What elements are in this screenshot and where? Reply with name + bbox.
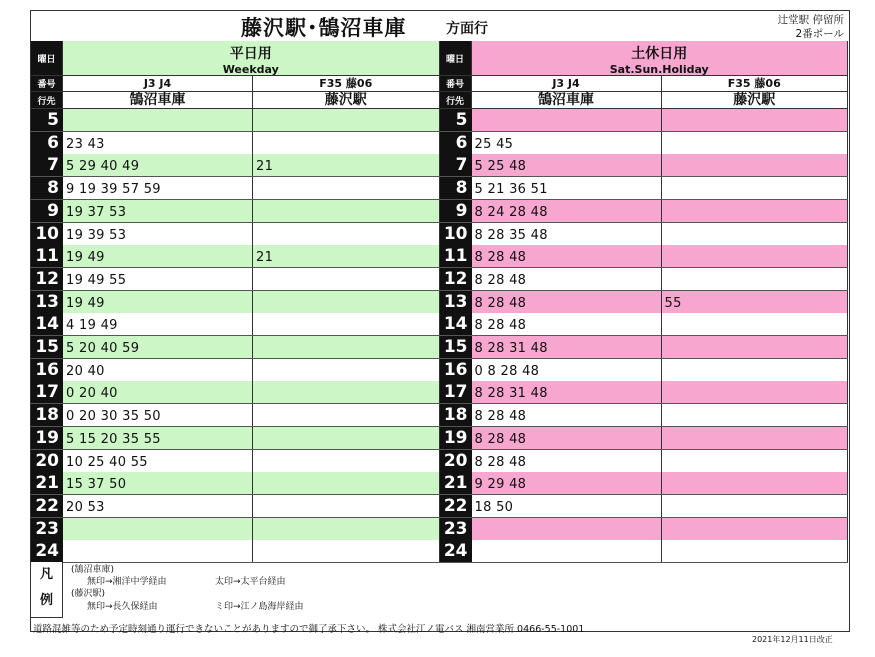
hour-cell: 20 bbox=[31, 450, 63, 472]
departure-minutes: 21 bbox=[256, 159, 274, 175]
departure-minutes: 8 28 48 bbox=[474, 295, 527, 311]
hour-row bbox=[31, 427, 440, 450]
minutes-cell bbox=[253, 268, 440, 290]
route-number-label: 番号 bbox=[31, 76, 63, 92]
route-number-label: 番号 bbox=[440, 76, 472, 92]
holiday-col_a-destination: 鵠沼車庫 bbox=[472, 92, 662, 109]
hour-row bbox=[440, 381, 849, 404]
departure-minutes: 10 25 40 55 bbox=[66, 454, 148, 470]
departure-minutes: 20 40 bbox=[66, 363, 105, 379]
departure-minutes: 25 45 bbox=[474, 136, 514, 152]
minutes-cell bbox=[253, 313, 440, 335]
hour-row bbox=[440, 472, 849, 495]
day-type-label: 曜日 bbox=[440, 41, 472, 76]
departure-minutes: 18 50 bbox=[474, 499, 514, 515]
weekday-name-en: Weekday bbox=[222, 63, 279, 76]
minutes-cell bbox=[63, 313, 253, 335]
hour-cell: 16 bbox=[440, 359, 472, 381]
departure-minutes: 5 29 40 49 bbox=[66, 159, 140, 175]
hour-cell: 9 bbox=[31, 200, 63, 222]
minutes-cell bbox=[662, 177, 849, 199]
minutes-cell bbox=[253, 336, 440, 358]
holiday-name-en: Sat.Sun.Holiday bbox=[609, 63, 709, 76]
departure-minutes: 19 49 bbox=[66, 295, 105, 311]
minutes-cell bbox=[662, 450, 849, 472]
legend-group1-title: (鵠沼車庫) bbox=[71, 565, 115, 575]
hour-row bbox=[31, 291, 440, 314]
minutes-cell bbox=[662, 291, 849, 313]
hour-cell: 14 bbox=[31, 313, 63, 335]
hour-cell: 15 bbox=[31, 336, 63, 358]
hour-row bbox=[31, 495, 440, 518]
minutes-cell bbox=[63, 518, 253, 540]
minutes-cell bbox=[472, 540, 662, 562]
hour-row bbox=[31, 109, 440, 132]
minutes-cell bbox=[253, 109, 440, 131]
hour-row bbox=[440, 540, 849, 563]
hour-cell: 5 bbox=[31, 109, 63, 131]
weekday-day-type bbox=[63, 41, 440, 76]
holiday-name-jp: 土休日用 bbox=[631, 46, 688, 62]
hour-row bbox=[31, 336, 440, 359]
departure-minutes: 55 bbox=[664, 295, 682, 311]
hour-row bbox=[440, 177, 849, 200]
hour-row bbox=[440, 427, 849, 450]
hour-row bbox=[440, 404, 849, 427]
minutes-cell bbox=[662, 495, 849, 517]
minutes-cell bbox=[253, 427, 440, 449]
minutes-cell bbox=[472, 291, 662, 313]
minutes-cell bbox=[472, 109, 662, 131]
minutes-cell bbox=[472, 427, 662, 449]
minutes-cell bbox=[662, 268, 849, 290]
departure-minutes: 5 25 48 bbox=[474, 159, 527, 175]
departure-minutes: 5 20 40 59 bbox=[66, 341, 140, 356]
hour-cell: 24 bbox=[31, 540, 63, 562]
minutes-cell bbox=[662, 132, 849, 154]
holiday-col_b-route: F35 藤06 bbox=[662, 76, 849, 92]
hour-cell: 24 bbox=[440, 540, 472, 562]
holiday-col_a-route: J3 J4 bbox=[472, 76, 662, 92]
hour-cell: 17 bbox=[31, 381, 63, 403]
direction-label: 方面行 bbox=[446, 21, 488, 37]
footer-notice: 道路混雑等のため予定時刻通り運行できないことがありますので御了承下さい。 株式会社江ノ電バス 湘南営業所 0466-55-1001 bbox=[33, 624, 585, 635]
hour-row bbox=[31, 200, 440, 223]
hour-cell: 10 bbox=[440, 223, 472, 245]
hour-row bbox=[440, 154, 849, 177]
weekday-col_b-destination: 藤沢駅 bbox=[253, 92, 440, 109]
departure-minutes: 9 29 48 bbox=[474, 477, 527, 493]
minutes-cell bbox=[472, 313, 662, 335]
minutes-cell bbox=[253, 495, 440, 517]
stop-name: 辻堂駅 停留所 bbox=[777, 14, 844, 26]
hour-row bbox=[440, 336, 849, 359]
hour-cell: 6 bbox=[440, 132, 472, 154]
minutes-cell bbox=[63, 223, 253, 245]
minutes-cell bbox=[63, 540, 253, 562]
hour-row bbox=[31, 518, 440, 541]
minutes-cell bbox=[63, 404, 253, 426]
minutes-cell bbox=[472, 268, 662, 290]
hour-cell: 23 bbox=[31, 518, 63, 540]
minutes-cell bbox=[662, 336, 849, 358]
title-row bbox=[31, 11, 848, 41]
page-title: 藤沢駅･鵠沼車庫 bbox=[241, 16, 407, 40]
pole-name: 2番ポール bbox=[795, 28, 844, 40]
minutes-cell bbox=[253, 472, 440, 494]
minutes-cell bbox=[63, 132, 253, 154]
holiday-day-type bbox=[472, 41, 849, 76]
minutes-cell bbox=[662, 540, 849, 562]
hour-cell: 18 bbox=[440, 404, 472, 426]
departure-minutes: 21 bbox=[256, 250, 274, 266]
hour-cell: 12 bbox=[440, 268, 472, 290]
hour-cell: 10 bbox=[31, 223, 63, 245]
hour-cell: 11 bbox=[440, 245, 472, 267]
minutes-cell bbox=[662, 313, 849, 335]
hour-row bbox=[440, 200, 849, 223]
departure-minutes: 8 28 48 bbox=[474, 409, 527, 425]
hour-row bbox=[31, 540, 440, 563]
hour-cell: 20 bbox=[440, 450, 472, 472]
minutes-cell bbox=[472, 223, 662, 245]
minutes-cell bbox=[63, 427, 253, 449]
hour-row bbox=[31, 313, 440, 336]
hour-row bbox=[440, 291, 849, 314]
minutes-cell bbox=[63, 495, 253, 517]
hour-row bbox=[31, 268, 440, 291]
minutes-cell bbox=[472, 404, 662, 426]
minutes-cell bbox=[253, 291, 440, 313]
hour-cell: 13 bbox=[440, 291, 472, 313]
hour-cell: 15 bbox=[440, 336, 472, 358]
departure-minutes: 8 28 48 bbox=[474, 431, 527, 447]
minutes-cell bbox=[253, 450, 440, 472]
minutes-cell bbox=[63, 359, 253, 381]
hour-row bbox=[440, 518, 849, 541]
minutes-cell bbox=[63, 472, 253, 494]
departure-minutes: 8 28 48 bbox=[474, 250, 527, 266]
hour-row bbox=[440, 313, 849, 336]
hour-row bbox=[31, 359, 440, 382]
hour-row bbox=[440, 359, 849, 382]
hour-row bbox=[440, 268, 849, 291]
minutes-cell bbox=[662, 109, 849, 131]
minutes-cell bbox=[472, 177, 662, 199]
departure-minutes: 0 8 28 48 bbox=[474, 363, 540, 379]
weekday-name-jp: 平日用 bbox=[229, 46, 272, 62]
minutes-cell bbox=[472, 472, 662, 494]
hour-cell: 21 bbox=[31, 472, 63, 494]
departure-minutes: 19 49 55 bbox=[66, 272, 127, 288]
departure-minutes: 8 28 48 bbox=[474, 318, 527, 334]
departure-minutes: 0 20 30 35 50 bbox=[66, 409, 161, 425]
minutes-cell bbox=[472, 495, 662, 517]
departure-minutes: 19 39 53 bbox=[66, 227, 127, 243]
legend-heading-2: 例 bbox=[39, 593, 53, 608]
minutes-cell bbox=[662, 223, 849, 245]
hour-row bbox=[31, 404, 440, 427]
minutes-cell bbox=[472, 450, 662, 472]
minutes-cell bbox=[63, 109, 253, 131]
departure-minutes: 19 37 53 bbox=[66, 204, 127, 220]
hour-cell: 23 bbox=[440, 518, 472, 540]
revised-date: 2021年12月11日改正 bbox=[752, 635, 833, 644]
minutes-cell bbox=[662, 518, 849, 540]
hour-row bbox=[440, 132, 849, 155]
minutes-cell bbox=[63, 268, 253, 290]
departure-minutes: 4 19 49 bbox=[66, 318, 118, 334]
hour-cell: 11 bbox=[31, 245, 63, 267]
minutes-cell bbox=[472, 359, 662, 381]
hour-cell: 17 bbox=[440, 381, 472, 403]
hour-cell: 18 bbox=[31, 404, 63, 426]
legend-group1-line: 無印→湘洋中学経由 bbox=[87, 577, 167, 587]
hour-cell: 16 bbox=[31, 359, 63, 381]
legend-group2-line: 無印→長久保経由 bbox=[87, 602, 158, 612]
hour-row bbox=[31, 177, 440, 200]
departure-minutes: 15 37 50 bbox=[66, 477, 127, 493]
hour-cell: 8 bbox=[31, 177, 63, 199]
minutes-cell bbox=[662, 404, 849, 426]
minutes-cell bbox=[662, 427, 849, 449]
destination-label: 行先 bbox=[440, 92, 472, 109]
minutes-cell bbox=[662, 359, 849, 381]
hour-row bbox=[440, 109, 849, 132]
departure-minutes: 8 28 48 bbox=[474, 272, 527, 288]
departure-minutes: 8 28 35 48 bbox=[474, 227, 548, 243]
hour-cell: 6 bbox=[31, 132, 63, 154]
hour-cell: 22 bbox=[440, 495, 472, 517]
legend-group1-extra: 太印→太平台経由 bbox=[215, 577, 286, 587]
minutes-cell bbox=[253, 132, 440, 154]
departure-minutes: 8 24 28 48 bbox=[474, 204, 548, 220]
minutes-cell bbox=[253, 540, 440, 562]
minutes-cell bbox=[63, 200, 253, 222]
departure-minutes: 19 49 bbox=[66, 250, 105, 266]
hour-cell: 21 bbox=[440, 472, 472, 494]
minutes-cell bbox=[253, 245, 440, 267]
hour-cell: 9 bbox=[440, 200, 472, 222]
minutes-cell bbox=[253, 200, 440, 222]
minutes-cell bbox=[472, 245, 662, 267]
minutes-cell bbox=[472, 518, 662, 540]
departure-minutes: 23 43 bbox=[66, 136, 105, 152]
minutes-cell bbox=[253, 518, 440, 540]
timetable-sheet bbox=[30, 10, 850, 635]
hour-cell: 19 bbox=[31, 427, 63, 449]
hour-row bbox=[31, 450, 440, 473]
departure-minutes: 5 15 20 35 55 bbox=[66, 431, 161, 447]
minutes-cell bbox=[472, 381, 662, 403]
hour-row bbox=[31, 381, 440, 404]
minutes-cell bbox=[253, 359, 440, 381]
hour-cell: 12 bbox=[31, 268, 63, 290]
minutes-cell bbox=[662, 245, 849, 267]
minutes-cell bbox=[662, 200, 849, 222]
minutes-cell bbox=[63, 450, 253, 472]
departure-minutes: 9 19 39 57 59 bbox=[66, 182, 161, 198]
hour-row bbox=[31, 245, 440, 268]
legend-heading-1: 凡 bbox=[39, 567, 53, 582]
minutes-cell bbox=[472, 200, 662, 222]
minutes-cell bbox=[253, 381, 440, 403]
minutes-cell bbox=[63, 336, 253, 358]
departure-minutes: 5 21 36 51 bbox=[474, 182, 548, 198]
legend-heading bbox=[31, 562, 63, 618]
hour-cell: 8 bbox=[440, 177, 472, 199]
minutes-cell bbox=[63, 177, 253, 199]
minutes-cell bbox=[253, 154, 440, 176]
hour-cell: 13 bbox=[31, 291, 63, 313]
hour-row bbox=[440, 495, 849, 518]
minutes-cell bbox=[662, 154, 849, 176]
hour-row bbox=[440, 450, 849, 473]
minutes-cell bbox=[63, 291, 253, 313]
legend-group2-extra: ミ印→江ノ島海岸経由 bbox=[215, 602, 304, 612]
minutes-cell bbox=[472, 154, 662, 176]
weekday-col_a-route: J3 J4 bbox=[63, 76, 253, 92]
minutes-cell bbox=[63, 154, 253, 176]
hour-cell: 7 bbox=[440, 154, 472, 176]
minutes-cell bbox=[253, 404, 440, 426]
holiday-col_b-destination: 藤沢駅 bbox=[662, 92, 849, 109]
minutes-cell bbox=[253, 177, 440, 199]
hour-row bbox=[31, 154, 440, 177]
day-type-label: 曜日 bbox=[31, 41, 63, 76]
weekday-col_a-destination: 鵠沼車庫 bbox=[63, 92, 253, 109]
hour-row bbox=[440, 245, 849, 268]
minutes-cell bbox=[63, 381, 253, 403]
hour-cell: 7 bbox=[31, 154, 63, 176]
hour-row bbox=[31, 223, 440, 246]
hour-row bbox=[31, 132, 440, 155]
departure-minutes: 8 28 31 48 bbox=[474, 341, 548, 356]
hour-cell: 5 bbox=[440, 109, 472, 131]
hour-cell: 19 bbox=[440, 427, 472, 449]
departure-minutes: 20 53 bbox=[66, 499, 105, 515]
departure-minutes: 8 28 31 48 bbox=[474, 386, 548, 402]
hour-row bbox=[31, 472, 440, 495]
minutes-cell bbox=[662, 472, 849, 494]
minutes-cell bbox=[63, 245, 253, 267]
departure-minutes: 8 28 48 bbox=[474, 454, 527, 470]
hour-cell: 22 bbox=[31, 495, 63, 517]
destination-label: 行先 bbox=[31, 92, 63, 109]
minutes-cell bbox=[472, 132, 662, 154]
minutes-cell bbox=[253, 223, 440, 245]
legend-group2-title: (藤沢駅) bbox=[71, 589, 106, 599]
hour-cell: 14 bbox=[440, 313, 472, 335]
hour-row bbox=[440, 223, 849, 246]
legend bbox=[31, 562, 848, 635]
minutes-cell bbox=[662, 381, 849, 403]
departure-minutes: 0 20 40 bbox=[66, 386, 118, 402]
weekday-col_b-route: F35 藤06 bbox=[253, 76, 440, 92]
minutes-cell bbox=[472, 336, 662, 358]
